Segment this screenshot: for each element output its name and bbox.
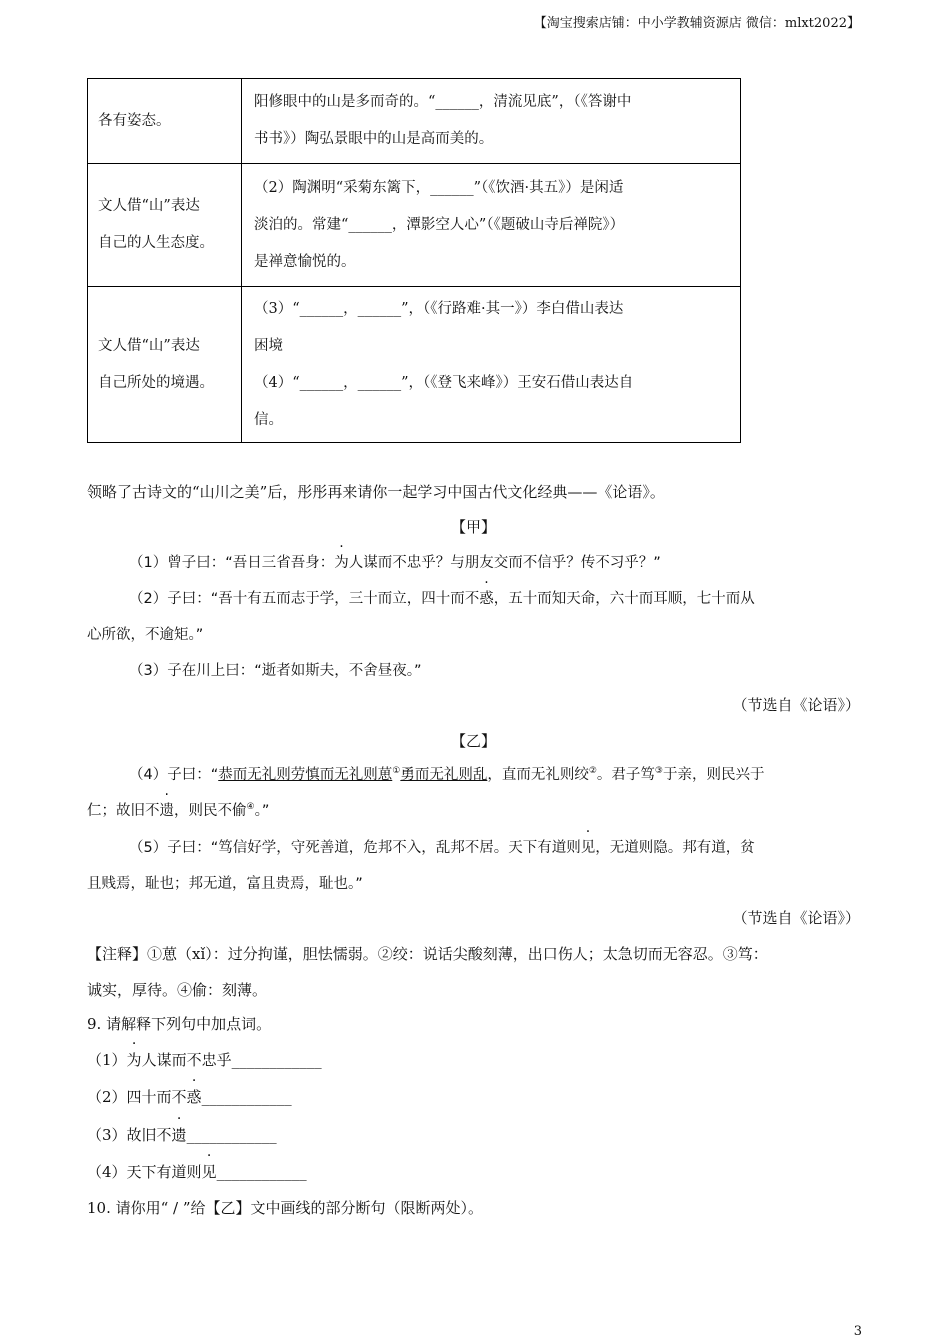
question-9-item-1: （1）为人谋而不忠乎____________ [87,1051,322,1069]
dotted-char: 遗 [159,803,174,819]
jia-passage-1: （1）曾子曰：“吾日三省吾身：为人谋而不忠乎？与朋友交而不信乎？传不习乎？” [129,555,661,571]
intro-text: 领略了古诗文的“山川之美”后，彤彤再来请你一起学习中国古代文化经典——《论语》。 [87,483,665,501]
table-cell-category: 文人借“山”表达 自己所处的境遇。 [88,287,242,443]
answer-blank[interactable]: ____________ [186,1126,277,1144]
dotted-char: 惑 [479,591,494,607]
dotted-char: 为 [334,555,349,571]
table-cell-category: 文人借“山”表达 自己的人生态度。 [88,164,242,287]
question-9-title: 9. 请解释下列句中加点词。 [87,1015,272,1033]
yi-source: （节选自《论语》） [732,909,860,927]
jia-source: （节选自《论语》） [732,696,860,714]
table-cell-category: 各有姿态。 [88,79,242,164]
dotted-char: 遗 [171,1126,187,1144]
jia-heading: 【甲】 [450,518,496,536]
answer-blank[interactable]: ____________ [231,1051,322,1069]
yi-passage-5: （5）子曰：“笃信好学，守死善道，危邦不入，乱邦不居。天下有道则见，无道则隐。邦有道，贫 [129,840,755,856]
underlined-text: 恭而无礼则劳慎而无礼则葸 [218,767,393,783]
dotted-char: 见 [201,1163,217,1181]
table-row [88,164,741,287]
page-number: 3 [853,1324,862,1339]
answer-blank[interactable]: ____________ [201,1088,292,1106]
table-row [88,79,741,164]
table-cell-content: 阳修眼中的山是多而奇的。“______，清流见底”，（《答谢中 书书》）陶弘景眼中的山是高而美的。 [242,79,741,164]
answer-blank[interactable]: ____________ [216,1163,307,1181]
jia-passage-3: （3）子在川上曰：“逝者如斯夫，不舍昼夜。” [129,663,422,679]
page-header: 【淘宝搜索店铺：中小学教辅资源店 微信：mlxt2022】 [533,16,860,31]
notes-line-2: 诚实，厚待。④偷：刻薄。 [87,981,268,999]
jia-passage-2-cont: 心所欲，不逾矩。” [87,627,204,643]
notes-line-1: 【注释】①葸（xǐ）：过分拘谨，胆怯懦弱。②绞：说话尖酸刻薄，出口伤人；太急切而无容忍。③笃： [87,945,768,963]
poetry-table [87,78,741,443]
question-9-item-2: （2）四十而不惑____________ [87,1088,292,1106]
yi-heading: 【乙】 [450,732,496,750]
table-row [88,287,741,443]
dotted-char: 惑 [186,1088,202,1106]
question-10: 10. 请你用“ / ”给【乙】文中画线的部分断句（限断两处）。 [87,1199,484,1217]
dotted-char: 见 [580,840,596,856]
table-cell-content: （2）陶渊明“采菊东篱下，______”（《饮酒·其五》）是闲适 淡泊的。常建“______，潭影空人心”（《题破山寺后禅院》） 是禅意愉悦的。 [242,164,741,287]
question-9-item-3: （3）故旧不遗____________ [87,1126,277,1144]
question-9-item-4: （4）天下有道则见____________ [87,1163,307,1181]
jia-passage-2: （2）子曰：“吾十有五而志于学，三十而立，四十而不惑，五十而知天命，六十而耳顺，七十而从 [129,591,755,607]
dotted-char: 为 [126,1051,142,1069]
table-cell-content: （3）“______，______”，（《行路难·其一》）李白借山表达 困境 （4）“______，______”，（《登飞来峰》）王安石借山表达自 信。 [242,287,741,443]
underlined-text: 勇而无礼则乱 [400,767,488,783]
yi-passage-4-cont: 仁；故旧不遗，则民不偷④。” [87,802,270,819]
yi-passage-4: （4）子曰：“恭而无礼则劳慎而无礼则葸①勇而无礼则乱，直而无礼则绞②。君子笃③于亲，则民兴于 [129,766,765,783]
yi-passage-5-cont: 且贱焉，耻也；邦无道，富且贵焉，耻也。” [87,876,363,892]
